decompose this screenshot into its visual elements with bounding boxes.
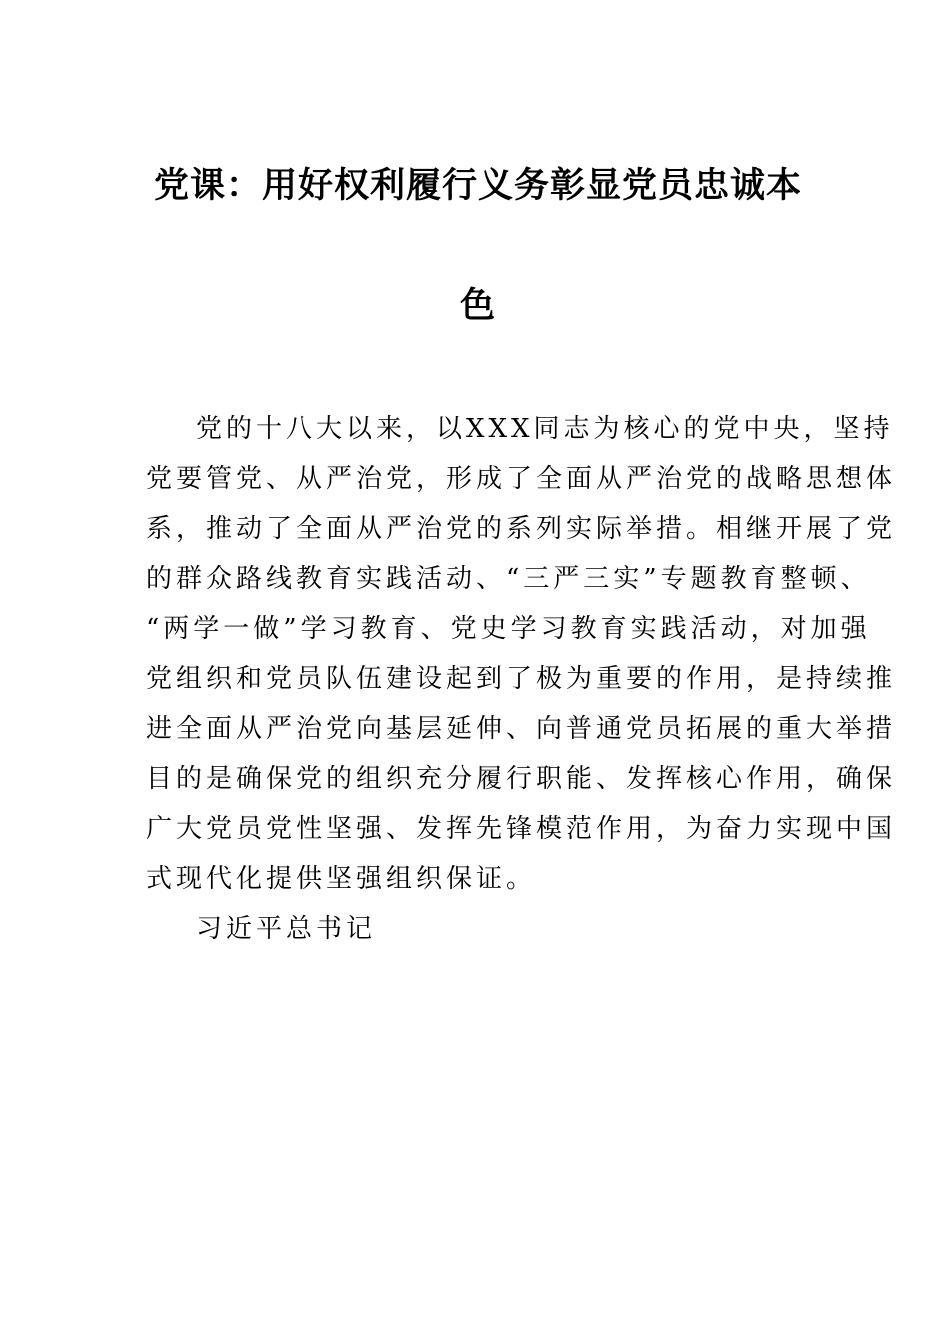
paragraph-line: 式现代化提供坚强组织保证。 [146,864,537,894]
document-title-line-1: 党课：用好权利履行义务彰显党员忠诚本 [153,166,802,206]
attribution-text: 习近平总书记 [196,914,377,944]
paragraph-line: 进全面从严治党向基层延伸、向普通党员拓展的重大举措 [146,714,897,744]
paragraph-line: 的群众路线教育实践活动、“三严三实”专题教育整顿、 [146,564,871,594]
paragraph-line: 党组织和党员队伍建设起到了极为重要的作用，是持续推 [146,664,897,694]
document-title-line-2: 色 [459,286,496,326]
paragraph-line: 党要管党、从严治党，形成了全面从严治党的战略思想体 [146,464,897,494]
paragraph-line: “两学一做”学习教育、党史学习教育实践活动，对加强 [146,614,871,644]
paragraph-line: 广大党员党性坚强、发挥先锋模范作用，为奋力实现中国 [146,814,897,844]
paragraph-line: 系，推动了全面从严治党的系列实际举措。相继开展了党 [146,514,897,544]
paragraph-line: 党的十八大以来，以XXX同志为核心的党中央，坚持 [196,414,894,444]
paragraph-line: 目的是确保党的组织充分履行职能、发挥核心作用，确保 [146,764,897,794]
